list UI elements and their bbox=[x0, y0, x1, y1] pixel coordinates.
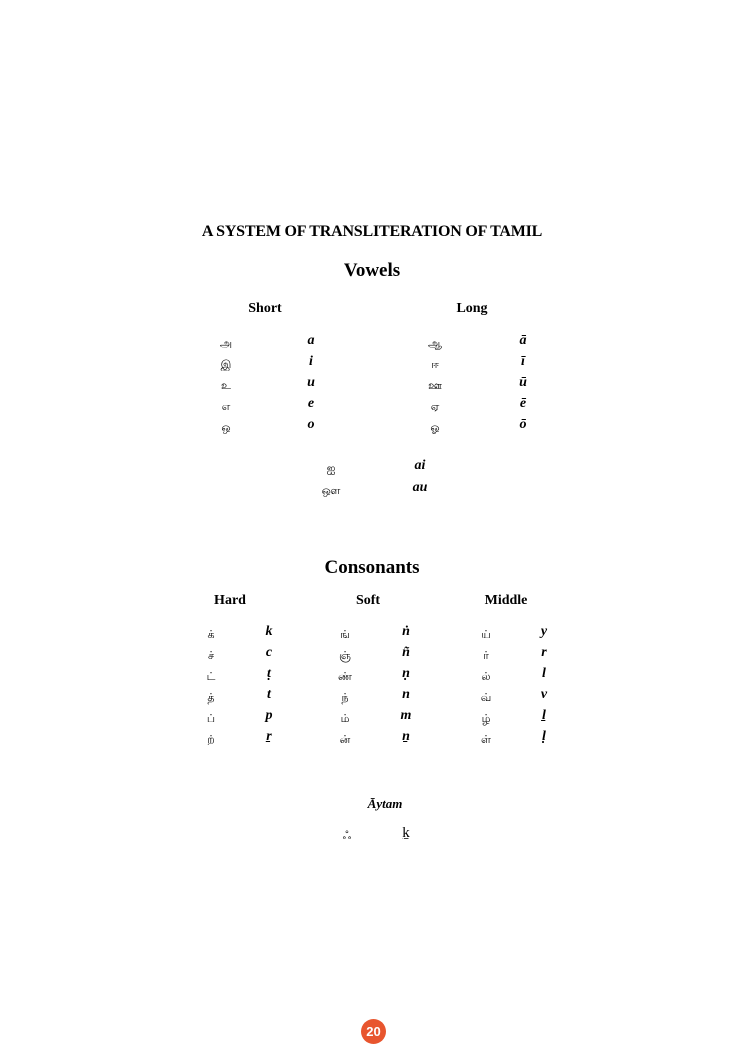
soft-consonant-latin: m bbox=[400, 708, 412, 723]
middle-column-heading: Middle bbox=[484, 593, 528, 608]
soft-consonant-latin: ṅ bbox=[402, 624, 410, 639]
hard-consonant-tamil: ட் bbox=[206, 670, 216, 683]
page-title: A SYSTEM OF TRANSLITERATION OF TAMIL bbox=[201, 223, 543, 240]
short-vowel-latin: e bbox=[307, 396, 315, 411]
diphthong-tamil: ஐ bbox=[326, 462, 336, 475]
long-column-heading: Long bbox=[456, 301, 488, 316]
hard-consonant-tamil: க் bbox=[207, 628, 215, 641]
long-vowel-latin: ē bbox=[519, 396, 527, 411]
soft-consonant-latin: n bbox=[402, 687, 410, 702]
long-vowel-tamil: ஓ bbox=[430, 421, 440, 434]
short-vowel-latin: i bbox=[309, 354, 313, 369]
middle-consonant-tamil: ய் bbox=[481, 628, 491, 641]
hard-consonant-latin: t bbox=[267, 687, 271, 702]
diphthong-latin: au bbox=[412, 480, 428, 495]
long-vowel-tamil: ஊ bbox=[428, 379, 442, 392]
soft-consonant-latin: ñ bbox=[402, 645, 410, 660]
short-vowel-tamil: உ bbox=[221, 379, 231, 392]
vowels-heading: Vowels bbox=[343, 260, 401, 281]
hard-consonant-latin: k bbox=[265, 624, 273, 639]
short-vowel-latin: a bbox=[307, 333, 315, 348]
middle-consonant-tamil: ர் bbox=[483, 649, 489, 662]
long-vowel-latin: ū bbox=[519, 375, 527, 390]
soft-consonant-tamil: ங் bbox=[340, 628, 350, 641]
hard-consonant-tamil: த் bbox=[207, 691, 215, 704]
middle-consonant-latin: r bbox=[541, 645, 547, 660]
soft-consonant-tamil: ண் bbox=[338, 670, 352, 683]
middle-consonant-tamil: ல் bbox=[481, 670, 491, 683]
consonants-heading: Consonants bbox=[324, 557, 420, 578]
soft-consonant-tamil: ன் bbox=[339, 733, 351, 746]
short-column-heading: Short bbox=[248, 301, 282, 316]
soft-consonant-latin: ṉ bbox=[402, 729, 410, 744]
long-vowel-latin: ō bbox=[519, 417, 527, 432]
short-vowel-latin: o bbox=[307, 417, 315, 432]
aytam-latin: ḵ bbox=[402, 825, 410, 841]
middle-consonant-tamil: ள் bbox=[481, 733, 491, 746]
hard-consonant-latin: ṟ bbox=[266, 729, 272, 744]
short-vowel-tamil: ஒ bbox=[221, 421, 231, 434]
long-vowel-latin: ī bbox=[521, 354, 525, 369]
long-vowel-tamil: ஆ bbox=[428, 337, 442, 350]
short-vowel-tamil: அ bbox=[219, 337, 233, 350]
hard-consonant-tamil: ற் bbox=[207, 733, 215, 746]
short-vowel-tamil: எ bbox=[221, 400, 231, 413]
hard-consonant-latin: p bbox=[265, 708, 273, 723]
diphthong-latin: ai bbox=[414, 458, 426, 473]
soft-consonant-latin: ṇ bbox=[402, 666, 410, 681]
middle-consonant-latin: ḷ bbox=[542, 729, 546, 744]
aytam-heading: Āytam bbox=[367, 796, 403, 811]
diphthong-tamil: ஔ bbox=[321, 484, 341, 497]
short-vowel-latin: u bbox=[307, 375, 315, 390]
hard-column-heading: Hard bbox=[214, 593, 246, 608]
long-vowel-tamil: ஈ bbox=[431, 358, 439, 371]
short-vowel-tamil: இ bbox=[220, 358, 232, 371]
soft-column-heading: Soft bbox=[355, 593, 381, 608]
middle-consonant-tamil: வ் bbox=[480, 691, 492, 704]
middle-consonant-latin: l bbox=[542, 666, 546, 681]
aytam-tamil: ஃ bbox=[342, 829, 352, 842]
middle-consonant-latin: v bbox=[540, 687, 548, 702]
soft-consonant-tamil: ஞ் bbox=[339, 649, 351, 662]
soft-consonant-tamil: ம் bbox=[340, 712, 350, 725]
long-vowel-tamil: ஏ bbox=[430, 400, 440, 413]
middle-consonant-tamil: ழ் bbox=[481, 712, 491, 725]
hard-consonant-latin: ṭ bbox=[267, 666, 271, 681]
long-vowel-latin: ā bbox=[519, 333, 527, 348]
page-number-badge: 20 bbox=[361, 1019, 386, 1044]
hard-consonant-latin: c bbox=[265, 645, 273, 660]
middle-consonant-latin: y bbox=[540, 624, 548, 639]
hard-consonant-tamil: ச் bbox=[207, 649, 215, 662]
soft-consonant-tamil: ந் bbox=[341, 691, 349, 704]
middle-consonant-latin: ḻ bbox=[542, 708, 546, 723]
hard-consonant-tamil: ப் bbox=[206, 712, 216, 725]
